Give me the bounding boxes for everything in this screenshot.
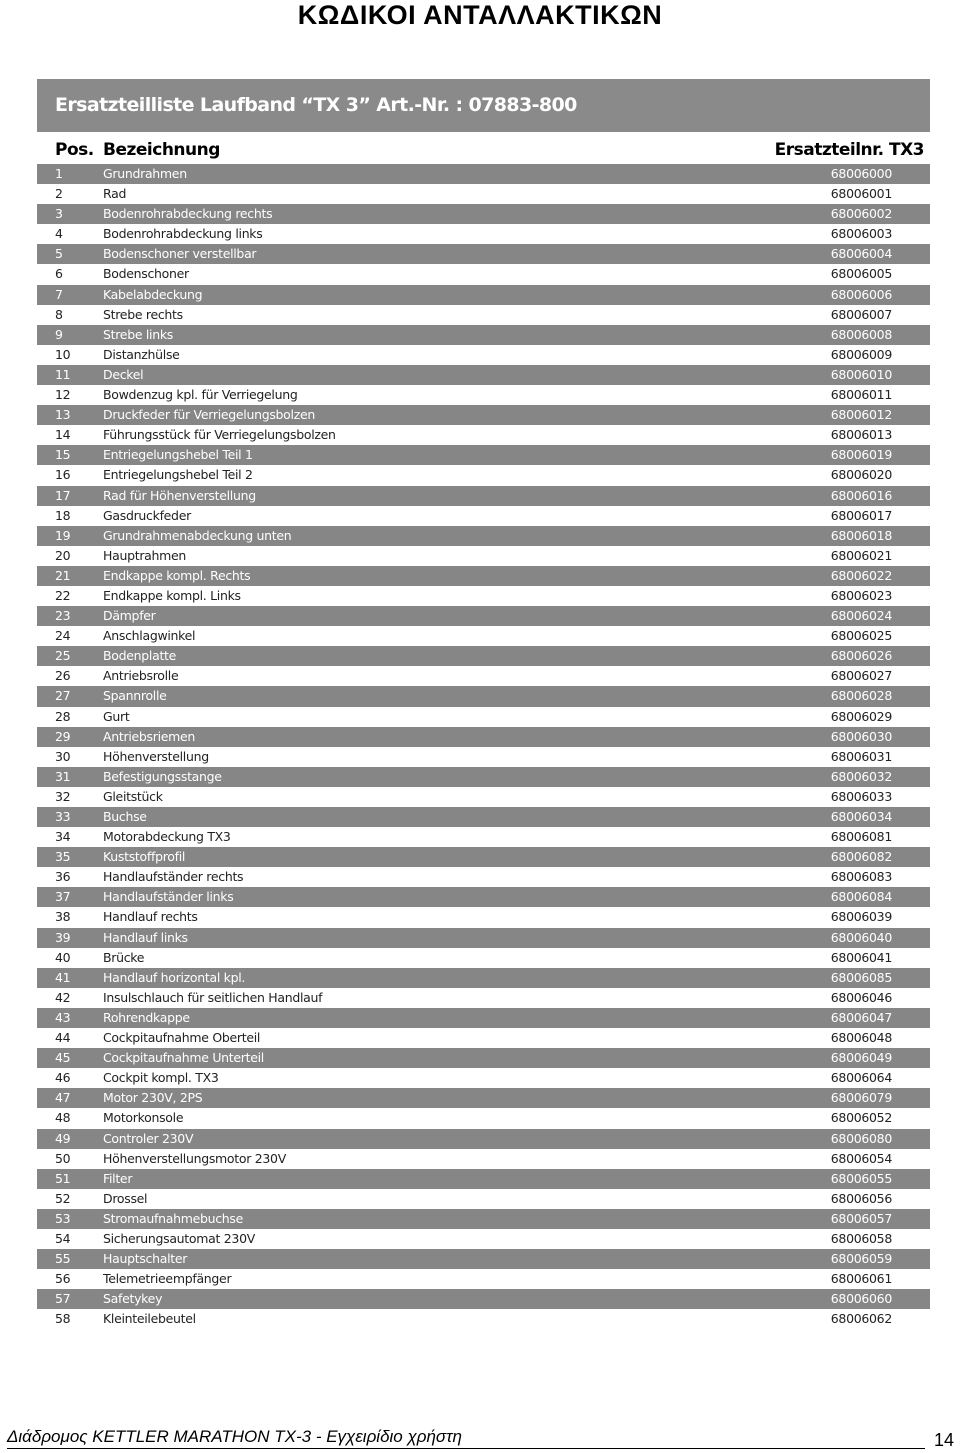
- cell-name: Deckel: [103, 366, 144, 382]
- cell-number: 68006023: [830, 587, 892, 603]
- cell-number: 68006026: [830, 648, 892, 664]
- cell-name: Stromaufnahmebuchse: [103, 1210, 244, 1226]
- cell-pos: 2: [55, 186, 63, 202]
- table-row: [37, 606, 930, 626]
- table-row: [37, 325, 930, 345]
- cell-number: 68006007: [830, 306, 892, 322]
- table-row: [37, 1028, 930, 1048]
- cell-name: Höhenverstellung: [103, 748, 209, 764]
- cell-pos: 38: [55, 909, 71, 925]
- table-row: [37, 807, 930, 827]
- column-header-pos: Pos.: [55, 140, 94, 160]
- cell-pos: 21: [55, 567, 71, 583]
- cell-number: 68006028: [830, 688, 892, 704]
- table-row: [37, 385, 930, 405]
- cell-number: 68006082: [830, 849, 892, 865]
- cell-number: 68006059: [830, 1251, 892, 1267]
- cell-number: 68006040: [830, 929, 892, 945]
- cell-pos: 39: [55, 929, 71, 945]
- cell-pos: 26: [55, 668, 71, 684]
- table-row: [37, 486, 930, 506]
- cell-name: Distanzhülse: [103, 346, 180, 362]
- cell-pos: 27: [55, 688, 71, 704]
- cell-pos: 41: [55, 969, 71, 985]
- cell-pos: 5: [55, 246, 63, 262]
- cell-pos: 22: [55, 587, 71, 603]
- cell-name: Rohrendkappe: [103, 1009, 190, 1025]
- table-row: [37, 1108, 930, 1128]
- cell-number: 68006039: [830, 909, 892, 925]
- cell-number: 68006079: [830, 1090, 892, 1106]
- table-row: [37, 787, 930, 807]
- table-row: [37, 1289, 930, 1309]
- table-row: [37, 1129, 930, 1149]
- cell-name: Handlaufständer links: [103, 889, 234, 905]
- table-row: [37, 184, 930, 204]
- cell-number: 68006048: [830, 1030, 892, 1046]
- parts-list-title: Ersatzteilliste Laufband “TX 3” Art.-Nr. : 07883-800: [37, 79, 930, 132]
- cell-pos: 17: [55, 487, 71, 503]
- cell-pos: 16: [55, 467, 71, 483]
- cell-name: Drossel: [103, 1190, 148, 1206]
- table-row: [37, 1269, 930, 1289]
- cell-name: Bodenschoner verstellbar: [103, 246, 257, 262]
- table-row: [37, 285, 930, 305]
- cell-name: Antriebsrolle: [103, 668, 179, 684]
- cell-pos: 31: [55, 768, 71, 784]
- table-row: [37, 164, 930, 184]
- cell-number: 68006049: [830, 1050, 892, 1066]
- table-row: [37, 907, 930, 927]
- cell-number: 68006031: [830, 748, 892, 764]
- cell-name: Gleitstück: [103, 788, 163, 804]
- cell-pos: 47: [55, 1090, 71, 1106]
- cell-name: Entriegelungshebel Teil 2: [103, 467, 253, 483]
- cell-pos: 1: [55, 166, 63, 181]
- table-row: [37, 1249, 930, 1269]
- table-row: [37, 1169, 930, 1189]
- cell-number: 68006058: [830, 1230, 892, 1246]
- cell-number: 68006047: [830, 1009, 892, 1025]
- table-row: [37, 948, 930, 968]
- table-row: [37, 405, 930, 425]
- cell-pos: 51: [55, 1170, 71, 1186]
- table-row: [37, 1068, 930, 1088]
- cell-number: 68006021: [830, 547, 892, 563]
- cell-name: Gasdruckfeder: [103, 507, 191, 523]
- cell-name: Handlauf horizontal kpl.: [103, 969, 246, 985]
- table-row: [37, 887, 930, 907]
- table-row: [37, 646, 930, 666]
- cell-name: Spannrolle: [103, 688, 167, 704]
- cell-number: 68006022: [830, 567, 892, 583]
- cell-name: Kabelabdeckung: [103, 286, 203, 302]
- table-row: [37, 827, 930, 847]
- cell-pos: 44: [55, 1030, 71, 1046]
- table-row: [37, 968, 930, 988]
- cell-number: 68006046: [830, 989, 892, 1005]
- table-row: [37, 1209, 930, 1229]
- cell-number: 68006019: [830, 447, 892, 463]
- cell-number: 68006005: [830, 266, 892, 282]
- cell-pos: 3: [55, 206, 63, 222]
- cell-pos: 19: [55, 527, 71, 543]
- cell-pos: 42: [55, 989, 71, 1005]
- cell-pos: 36: [55, 869, 71, 885]
- cell-pos: 14: [55, 427, 71, 443]
- cell-name: Befestigungsstange: [103, 768, 222, 784]
- table-row: [37, 244, 930, 264]
- cell-number: 68006032: [830, 768, 892, 784]
- cell-number: 68006027: [830, 668, 892, 684]
- cell-number: 68006011: [830, 387, 892, 403]
- cell-name: Rad: [103, 186, 127, 202]
- cell-name: Kuststoffprofil: [103, 849, 186, 865]
- cell-name: Grundrahmenabdeckung unten: [103, 527, 292, 543]
- cell-pos: 32: [55, 788, 71, 804]
- cell-pos: 43: [55, 1009, 71, 1025]
- cell-number: 68006033: [830, 788, 892, 804]
- table-row: [37, 586, 930, 606]
- cell-number: 68006083: [830, 869, 892, 885]
- table-header: [37, 137, 930, 164]
- cell-number: 68006018: [830, 527, 892, 543]
- cell-name: Cockpitaufnahme Unterteil: [103, 1050, 264, 1066]
- footer-title: Διάδρομος KETTLER MARATHON TX-3 - Εγχειρίδιο χρήστη: [7, 1427, 462, 1446]
- cell-pos: 40: [55, 949, 71, 965]
- column-header-name: Bezeichnung: [103, 140, 220, 160]
- cell-number: 68006056: [830, 1190, 892, 1206]
- cell-number: 68006064: [830, 1070, 892, 1086]
- cell-name: Rad für Höhenverstellung: [103, 487, 256, 503]
- table-row: [37, 626, 930, 646]
- table-row: [37, 506, 930, 526]
- cell-pos: 29: [55, 728, 71, 744]
- cell-name: Insulschlauch für seitlichen Handlauf: [103, 989, 323, 1005]
- cell-pos: 18: [55, 507, 71, 523]
- cell-pos: 53: [55, 1210, 71, 1226]
- table-row: [37, 1189, 930, 1209]
- table-row: [37, 1309, 930, 1329]
- cell-number: 68006006: [830, 286, 892, 302]
- cell-name: Controler 230V: [103, 1130, 194, 1146]
- cell-number: 68006008: [830, 326, 892, 342]
- table-row: [37, 264, 930, 284]
- cell-pos: 55: [55, 1251, 71, 1267]
- cell-pos: 12: [55, 387, 71, 403]
- cell-number: 68006025: [830, 628, 892, 644]
- table-row: [37, 1229, 930, 1249]
- table-row: [37, 666, 930, 686]
- cell-number: 68006002: [830, 206, 892, 222]
- cell-number: 68006009: [830, 346, 892, 362]
- table-row: [37, 928, 930, 948]
- cell-number: 68006016: [830, 487, 892, 503]
- cell-number: 68006030: [830, 728, 892, 744]
- cell-number: 68006012: [830, 407, 892, 423]
- table-row: [37, 465, 930, 485]
- cell-number: 68006013: [830, 427, 892, 443]
- table-row: [37, 727, 930, 747]
- table-row: [37, 445, 930, 465]
- cell-name: Anschlagwinkel: [103, 628, 196, 644]
- parts-list-sheet: [37, 79, 930, 1330]
- cell-pos: 34: [55, 829, 71, 845]
- cell-number: 68006085: [830, 969, 892, 985]
- cell-pos: 15: [55, 447, 71, 463]
- cell-number: 68006003: [830, 226, 892, 242]
- cell-pos: 48: [55, 1110, 71, 1126]
- cell-pos: 10: [55, 346, 71, 362]
- cell-pos: 37: [55, 889, 71, 905]
- cell-name: Strebe links: [103, 326, 174, 342]
- cell-number: 68006054: [830, 1150, 892, 1166]
- table-row: [37, 566, 930, 586]
- cell-name: Bodenrohrabdeckung rechts: [103, 206, 273, 222]
- cell-pos: 28: [55, 708, 71, 724]
- cell-number: 68006062: [830, 1311, 892, 1327]
- cell-name: Führungsstück für Verriegelungsbolzen: [103, 427, 336, 443]
- table-row: [37, 1149, 930, 1169]
- cell-name: Cockpitaufnahme Oberteil: [103, 1030, 261, 1046]
- cell-name: Brücke: [103, 949, 145, 965]
- cell-number: 68006060: [830, 1291, 892, 1307]
- cell-name: Bodenschoner: [103, 266, 189, 282]
- cell-pos: 54: [55, 1230, 71, 1246]
- cell-pos: 11: [55, 366, 71, 382]
- column-header-number: Ersatzteilnr. TX3: [774, 140, 924, 160]
- cell-pos: 20: [55, 547, 71, 563]
- table-row: [37, 1088, 930, 1108]
- table-row: [37, 767, 930, 787]
- cell-name: Bowdenzug kpl. für Verriegelung: [103, 387, 298, 403]
- cell-name: Handlauf links: [103, 929, 188, 945]
- cell-name: Endkappe kompl. Rechts: [103, 567, 251, 583]
- cell-number: 68006041: [830, 949, 892, 965]
- cell-name: Strebe rechts: [103, 306, 183, 322]
- table-row: [37, 1048, 930, 1068]
- cell-pos: 52: [55, 1190, 71, 1206]
- cell-name: Handlauf rechts: [103, 909, 198, 925]
- table-row: [37, 686, 930, 706]
- cell-pos: 6: [55, 266, 63, 282]
- table-row: [37, 1008, 930, 1028]
- cell-number: 68006000: [830, 166, 892, 181]
- table-row: [37, 365, 930, 385]
- cell-pos: 7: [55, 286, 63, 302]
- cell-name: Gurt: [103, 708, 130, 724]
- cell-name: Safetykey: [103, 1291, 163, 1307]
- cell-pos: 13: [55, 407, 71, 423]
- table-row: [37, 345, 930, 365]
- cell-number: 68006024: [830, 608, 892, 624]
- cell-pos: 23: [55, 608, 71, 624]
- table-row: [37, 526, 930, 546]
- cell-name: Motorabdeckung TX3: [103, 829, 231, 845]
- cell-number: 68006034: [830, 809, 892, 824]
- cell-name: Grundrahmen: [103, 166, 187, 181]
- cell-name: Kleinteilebeutel: [103, 1311, 196, 1327]
- cell-number: 68006017: [830, 507, 892, 523]
- cell-name: Hauptrahmen: [103, 547, 187, 563]
- cell-number: 68006020: [830, 467, 892, 483]
- table-row: [37, 204, 930, 224]
- cell-pos: 33: [55, 809, 71, 824]
- cell-name: Antriebsriemen: [103, 728, 196, 744]
- page-number: 14: [934, 1430, 955, 1450]
- table-row: [37, 224, 930, 244]
- cell-name: Bodenrohrabdeckung links: [103, 226, 263, 242]
- table-row: [37, 305, 930, 325]
- parts-table-body: [37, 164, 930, 1329]
- cell-name: Bodenplatte: [103, 648, 177, 664]
- cell-pos: 30: [55, 748, 71, 764]
- cell-number: 68006052: [830, 1110, 892, 1126]
- cell-pos: 58: [55, 1311, 71, 1327]
- cell-name: Hauptschalter: [103, 1251, 188, 1267]
- cell-name: Cockpit kompl. TX3: [103, 1070, 219, 1086]
- cell-name: Handlaufständer rechts: [103, 869, 244, 885]
- cell-pos: 35: [55, 849, 71, 865]
- cell-pos: 4: [55, 226, 63, 242]
- cell-pos: 50: [55, 1150, 71, 1166]
- cell-pos: 57: [55, 1291, 71, 1307]
- cell-name: Filter: [103, 1170, 133, 1186]
- cell-name: Entriegelungshebel Teil 1: [103, 447, 253, 463]
- table-row: [37, 867, 930, 887]
- page-heading: ΚΩΔΙΚΟΙ ΑΝΤΑΛΛΑΚΤΙΚΩΝ: [297, 0, 663, 30]
- cell-number: 68006084: [830, 889, 892, 905]
- cell-name: Buchse: [103, 809, 147, 824]
- cell-name: Sicherungsautomat 230V: [103, 1230, 255, 1246]
- cell-pos: 24: [55, 628, 71, 644]
- cell-name: Druckfeder für Verriegelungsbolzen: [103, 407, 315, 423]
- table-row: [37, 707, 930, 727]
- cell-number: 68006055: [830, 1170, 892, 1186]
- table-row: [37, 747, 930, 767]
- cell-number: 68006057: [830, 1210, 892, 1226]
- table-row: [37, 988, 930, 1008]
- cell-name: Telemetrieempfänger: [103, 1271, 232, 1287]
- cell-pos: 46: [55, 1070, 71, 1086]
- cell-name: Endkappe kompl. Links: [103, 587, 241, 603]
- cell-number: 68006001: [830, 186, 892, 202]
- cell-name: Motorkonsole: [103, 1110, 184, 1126]
- table-row: [37, 546, 930, 566]
- cell-number: 68006029: [830, 708, 892, 724]
- footer-rule: [7, 1448, 925, 1449]
- cell-number: 68006004: [830, 246, 892, 262]
- cell-pos: 45: [55, 1050, 71, 1066]
- cell-number: 68006010: [830, 366, 892, 382]
- cell-pos: 25: [55, 648, 71, 664]
- cell-name: Motor 230V, 2PS: [103, 1090, 203, 1106]
- cell-pos: 9: [55, 326, 63, 342]
- table-row: [37, 847, 930, 867]
- cell-pos: 8: [55, 306, 63, 322]
- cell-pos: 49: [55, 1130, 71, 1146]
- cell-number: 68006081: [830, 829, 892, 845]
- cell-pos: 56: [55, 1271, 71, 1287]
- cell-name: Höhenverstellungsmotor 230V: [103, 1150, 286, 1166]
- cell-number: 68006080: [830, 1130, 892, 1146]
- cell-number: 68006061: [830, 1271, 892, 1287]
- cell-name: Dämpfer: [103, 608, 156, 624]
- table-row: [37, 425, 930, 445]
